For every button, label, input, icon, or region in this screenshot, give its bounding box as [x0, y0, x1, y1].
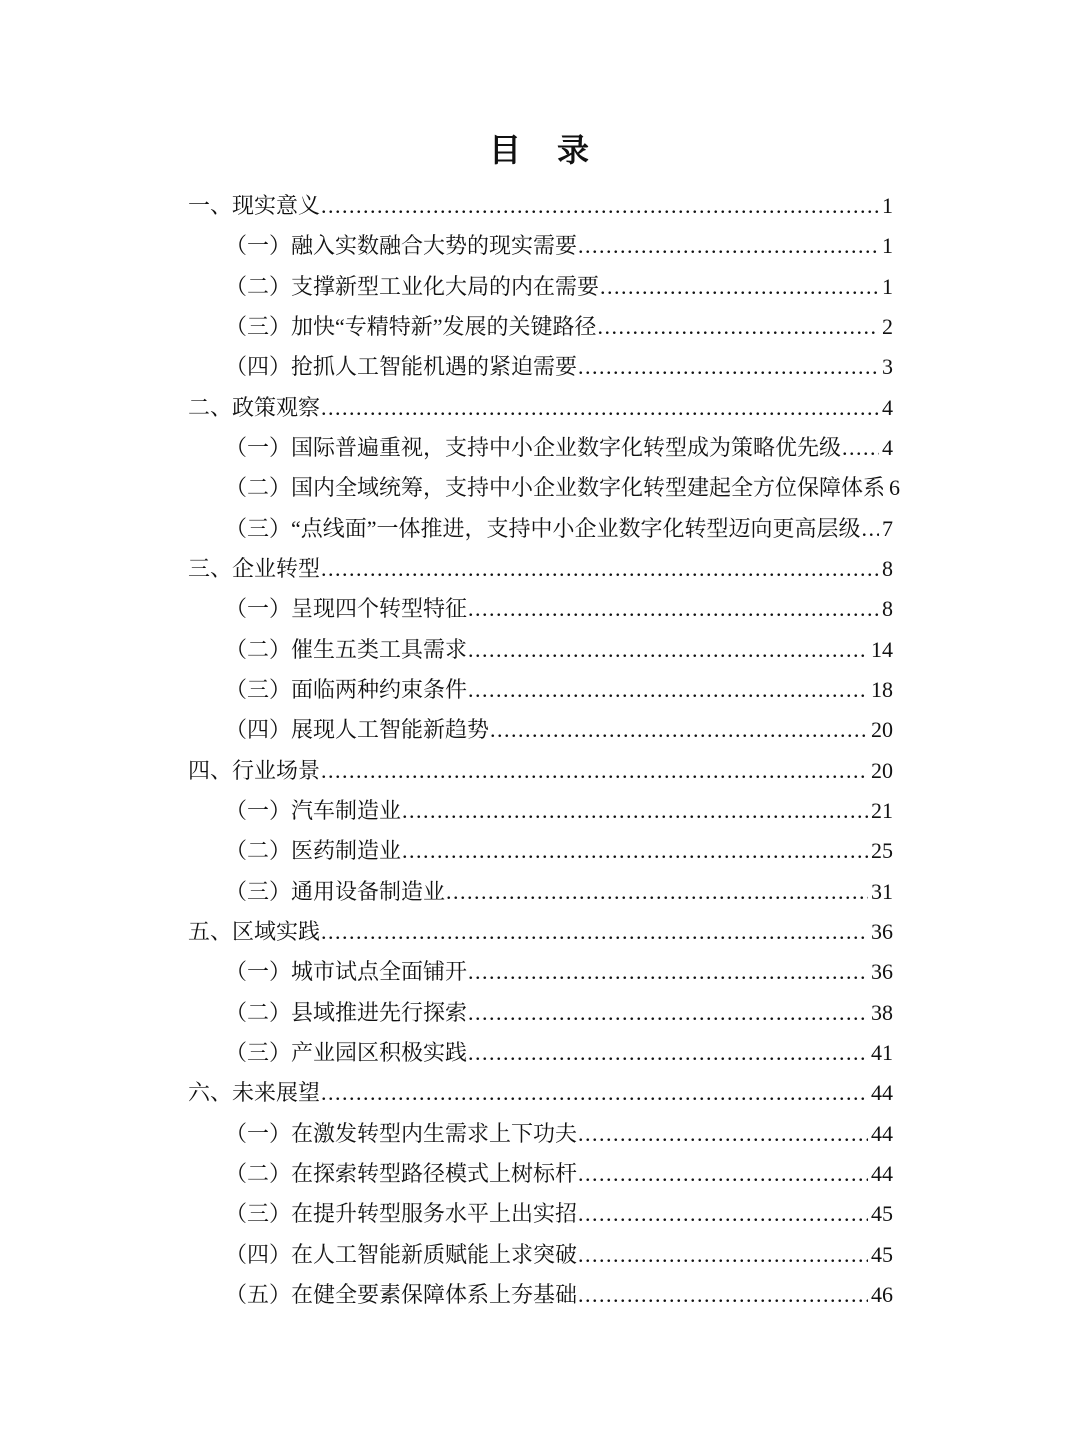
- toc-entry-page: 20: [871, 717, 893, 743]
- toc-entry-page: 8: [882, 555, 893, 581]
- toc-entry: [188, 872, 893, 912]
- dot-leader: [600, 267, 879, 307]
- toc-entry-page: 1: [882, 233, 893, 259]
- dot-leader: [402, 831, 868, 871]
- dot-leader: [468, 630, 868, 670]
- toc-entry: [188, 1154, 893, 1194]
- toc-entry: [188, 1033, 893, 1073]
- toc-entry-label: （四）抢抓人工智能机遇的紧迫需要: [225, 354, 578, 380]
- toc-entry-label: 五、区域实践: [188, 918, 321, 944]
- toc-entry: [188, 428, 893, 468]
- toc-entry-label: （二）医药制造业: [225, 838, 402, 864]
- toc-entry: [188, 630, 893, 670]
- dot-leader: [402, 791, 868, 831]
- toc-entry-page: 6: [889, 475, 901, 501]
- toc-entry: [188, 388, 893, 428]
- dot-leader: [468, 952, 868, 992]
- toc-entry-label: （一）城市试点全面铺开: [225, 959, 468, 985]
- toc-entry-label: （一）呈现四个转型特征: [225, 596, 468, 622]
- toc-entry: [188, 186, 893, 226]
- toc-entry: [188, 509, 893, 549]
- dot-leader: [578, 347, 879, 387]
- dot-leader: [468, 670, 868, 710]
- toc-entry-label: （二）催生五类工具需求: [225, 636, 468, 662]
- toc-entry-page: 31: [871, 878, 893, 904]
- toc-entry-label: （三）产业园区积极实践: [225, 1039, 468, 1065]
- toc-entry: [188, 1235, 893, 1275]
- toc-entry: [188, 589, 893, 629]
- dot-leader: [468, 1033, 868, 1073]
- dot-leader: [578, 1114, 868, 1154]
- toc-entry: [188, 912, 893, 952]
- dot-leader: [490, 710, 868, 750]
- toc-entry-page: 3: [882, 354, 893, 380]
- toc-entry-label: （四）展现人工智能新趋势: [225, 717, 490, 743]
- toc-entry-page: 46: [871, 1281, 893, 1307]
- dot-leader: [446, 872, 868, 912]
- toc-entry: [188, 1194, 893, 1234]
- toc-entry: [188, 993, 893, 1033]
- toc-entry: [188, 226, 893, 266]
- toc-entry-page: 41: [871, 1039, 893, 1065]
- toc-entry-label: 一、现实意义: [188, 193, 321, 218]
- toc-entry: [188, 347, 893, 387]
- dot-leader: [598, 307, 879, 347]
- dot-leader: [578, 1235, 868, 1275]
- toc-entry-label: 四、行业场景: [188, 757, 321, 783]
- toc-entry: [188, 1073, 893, 1113]
- toc-entry-page: 2: [882, 313, 893, 339]
- toc-entry: [188, 952, 893, 992]
- toc-entry-label: （三）在提升转型服务水平上出实招: [225, 1201, 578, 1227]
- toc-entry: [188, 791, 893, 831]
- toc-entry-page: 1: [882, 273, 893, 299]
- toc-entry-label: （三）面临两种约束条件: [225, 676, 468, 702]
- toc-entry-label: （四）在人工智能新质赋能上求突破: [225, 1241, 578, 1267]
- toc-entry: [188, 549, 893, 589]
- dot-leader: [842, 428, 879, 468]
- toc-entry: [188, 751, 893, 791]
- toc-entry-label: （二）支撑新型工业化大局的内在需要: [225, 273, 600, 299]
- toc-entry: [188, 1114, 893, 1154]
- toc-entry: [188, 1275, 893, 1315]
- toc-entry-page: 38: [871, 999, 893, 1025]
- toc-entry: [188, 267, 893, 307]
- toc-entry-page: 36: [871, 918, 893, 944]
- toc-entry-page: 4: [882, 394, 893, 420]
- toc-entry-page: 18: [871, 676, 893, 702]
- toc-entry-page: 1: [882, 193, 893, 218]
- dot-leader: [578, 1194, 868, 1234]
- page-title: 目 录: [488, 132, 591, 168]
- toc-entry-label: 三、企业转型: [188, 555, 321, 581]
- toc-entry-page: 45: [871, 1241, 893, 1267]
- toc-entry-label: （一）融入实数融合大势的现实需要: [225, 233, 578, 259]
- dot-leader: [578, 1154, 868, 1194]
- dot-leader: [321, 186, 879, 226]
- toc-entry-label: （一）汽车制造业: [225, 797, 402, 823]
- toc-entry: [188, 670, 893, 710]
- toc-list: [188, 186, 901, 1315]
- dot-leader: [321, 549, 879, 589]
- toc-entry-page: 21: [871, 797, 893, 823]
- toc-entry: [188, 307, 893, 347]
- dot-leader: [321, 388, 879, 428]
- toc-entry-label: 二、政策观察: [188, 394, 321, 420]
- toc-entry-label: （二）国内全域统筹，支持中小企业数字化转型建起全方位保障体系: [225, 475, 886, 501]
- dot-leader: [321, 751, 868, 791]
- toc-entry-label: （二）县域推进先行探索: [225, 999, 468, 1025]
- toc-entry-label: （三）加快“专精特新”发展的关键路径: [225, 313, 597, 339]
- toc-entry: [188, 468, 901, 508]
- toc-entry-label: （三）“点线面”一体推进，支持中小企业数字化转型迈向更高层级: [225, 515, 861, 541]
- dot-leader: [468, 589, 879, 629]
- toc-entry-page: 7: [882, 515, 893, 541]
- toc-entry-page: 44: [871, 1160, 893, 1186]
- toc-entry-page: 8: [882, 596, 893, 622]
- dot-leader: [468, 993, 868, 1033]
- dot-leader: [862, 509, 879, 549]
- toc-entry-page: 14: [871, 636, 893, 662]
- dot-leader: [321, 912, 868, 952]
- toc-entry-label: （二）在探索转型路径模式上树标杆: [225, 1160, 578, 1186]
- toc-entry-label: 六、未来展望: [188, 1080, 321, 1106]
- toc-entry-label: （一）国际普遍重视，支持中小企业数字化转型成为策略优先级: [225, 434, 842, 460]
- toc-entry-page: 20: [871, 757, 893, 783]
- toc-entry-label: （五）在健全要素保障体系上夯基础: [225, 1281, 578, 1307]
- toc-entry-page: 44: [871, 1080, 893, 1106]
- dot-leader: [578, 1275, 868, 1315]
- toc-entry-label: （一）在激发转型内生需求上下功夫: [225, 1120, 578, 1146]
- dot-leader: [321, 1073, 868, 1113]
- toc-entry-page: 44: [871, 1120, 893, 1146]
- toc-entry: [188, 710, 893, 750]
- toc-entry-page: 45: [871, 1201, 893, 1227]
- toc-entry: [188, 831, 893, 871]
- toc-entry-page: 4: [882, 434, 893, 460]
- toc-entry-page: 36: [871, 959, 893, 985]
- dot-leader: [578, 226, 879, 266]
- toc-entry-page: 25: [871, 838, 893, 864]
- toc-entry-label: （三）通用设备制造业: [225, 878, 446, 904]
